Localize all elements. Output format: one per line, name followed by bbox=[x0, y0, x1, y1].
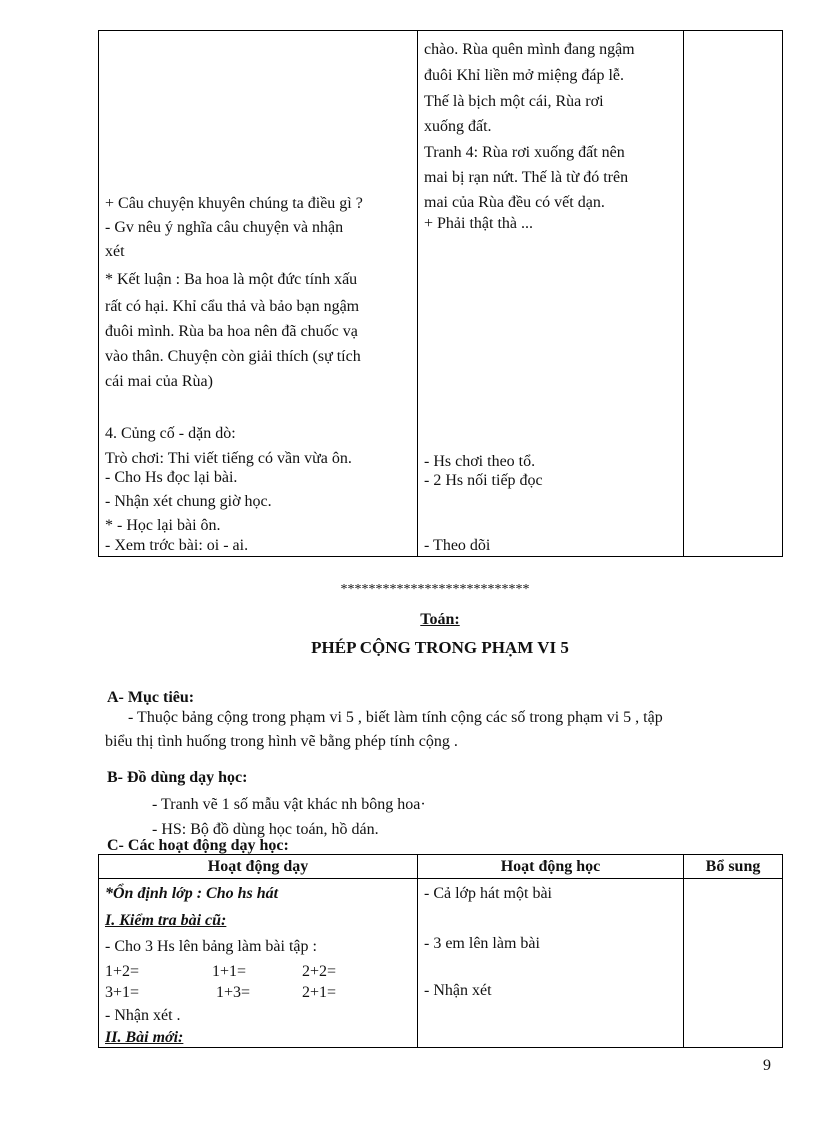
table1-left-line: - Nhận xét chung giờ học. bbox=[105, 493, 272, 510]
table2-left-line: 2+2= bbox=[302, 963, 337, 980]
table2-header-teach: Hoạt động dạy bbox=[207, 858, 309, 875]
table2-header-learn: Hoạt động học bbox=[500, 858, 601, 875]
table2-left-line: - Cho 3 Hs lên bảng làm bài tập : bbox=[105, 938, 317, 955]
table1-middle-line: chào. Rùa quên mình đang ngậm bbox=[424, 41, 635, 58]
section-a-label: A- Mục tiêu: bbox=[107, 689, 195, 706]
table1-middle-line: - Hs chơi theo tổ. bbox=[424, 453, 536, 470]
table1-left-line: * Kết luận : Ba hoa là một đức tính xấu bbox=[105, 271, 358, 288]
table2-header-bottom bbox=[98, 878, 783, 879]
table2-left-line: II. Bài mới: bbox=[105, 1029, 184, 1046]
table2-left-line: 1+1= bbox=[212, 963, 247, 980]
table1-border-right bbox=[782, 30, 783, 557]
table1-left-line: rất có hại. Khỉ cẩu thả và bảo bạn ngậm bbox=[105, 298, 360, 315]
section-b-item: - HS: Bộ đồ dùng học toán, hồ dán. bbox=[152, 821, 379, 838]
table2-divider-1 bbox=[417, 854, 418, 1048]
separator-stars: *************************** bbox=[340, 582, 530, 597]
table1-left-line: cái mai của Rùa) bbox=[105, 373, 213, 390]
table1-middle-line: Tranh 4: Rùa rơi xuống đất nên bbox=[424, 144, 625, 161]
table1-middle-line: - Theo dõi bbox=[424, 537, 491, 554]
table1-middle-line: Thế là bịch một cái, Rùa rơi bbox=[424, 93, 604, 110]
table1-middle-line: mai bị rạn nứt. Thế là từ đó trên bbox=[424, 169, 629, 186]
table1-middle-line: + Phải thật thà ... bbox=[424, 215, 534, 232]
table2-divider-2 bbox=[683, 854, 684, 1048]
table1-left-line: 4. Củng cố - dặn dò: bbox=[105, 425, 236, 442]
table2-left-line: - Nhận xét . bbox=[105, 1007, 181, 1024]
table1-middle-line: - 2 Hs nối tiếp đọc bbox=[424, 472, 543, 489]
table1-left-line: - Gv nêu ý nghĩa câu chuyện và nhận bbox=[105, 219, 344, 236]
table1-border-top bbox=[98, 30, 783, 31]
section-a-line: - Thuộc bảng cộng trong phạm vi 5 , biết làm tính cộng các số trong phạm vi 5 , tập bbox=[128, 709, 663, 726]
table2-left-line: I. Kiểm tra bài cũ: bbox=[105, 912, 227, 929]
table1-middle-line: mai của Rùa đều có vết dạn. bbox=[424, 194, 605, 211]
table2-middle-line: - 3 em lên làm bài bbox=[424, 935, 540, 952]
table1-middle-line: xuống đất. bbox=[424, 118, 492, 135]
table2-header-extra: Bổ sung bbox=[705, 858, 761, 875]
table2-left-line: 2+1= bbox=[302, 984, 337, 1001]
section-b-label: B- Đồ dùng dạy học: bbox=[107, 769, 248, 786]
table1-left-line: Trò chơi: Thi viết tiếng có vần vừa ôn. bbox=[105, 450, 352, 467]
table2-border-top bbox=[98, 854, 783, 855]
section-a-line: biểu thị tình huống trong hình vẽ bằng phép tính cộng . bbox=[105, 733, 458, 750]
table2-middle-line: - Cả lớp hát một bài bbox=[424, 885, 552, 902]
lesson-title: PHÉP CỘNG TRONG PHẠM VI 5 bbox=[311, 638, 569, 657]
table2-border-left bbox=[98, 854, 99, 1048]
table2-left-line: 1+3= bbox=[216, 984, 251, 1001]
table1-left-line: xét bbox=[105, 243, 125, 260]
table1-left-line: * - Học lại bài ôn. bbox=[105, 517, 221, 534]
table1-left-line: + Câu chuyện khuyên chúng ta điều gì ? bbox=[105, 195, 363, 212]
table2-border-right bbox=[782, 854, 783, 1048]
table2-left-line: *Ổn định lớp : Cho hs hát bbox=[105, 885, 279, 902]
table1-left-line: - Xem trớc bài: oi - ai. bbox=[105, 537, 249, 554]
table2-border-bottom bbox=[98, 1047, 783, 1048]
table2-left-line: 1+2= bbox=[105, 963, 140, 980]
page-number: 9 bbox=[763, 1057, 771, 1074]
table1-middle-line: đuôi Khỉ liền mở miệng đáp lễ. bbox=[424, 67, 624, 84]
table2-middle-line: - Nhận xét bbox=[424, 982, 492, 999]
section-b-item: - Tranh vẽ 1 số mẫu vật khác nh bông hoa· bbox=[152, 796, 426, 813]
table1-border-left bbox=[98, 30, 99, 557]
table1-left-line: - Cho Hs đọc lại bài. bbox=[105, 469, 238, 486]
table2-left-line: 3+1= bbox=[105, 984, 140, 1001]
table1-left-line: vào thân. Chuyện còn giải thích (sự tích bbox=[105, 348, 361, 365]
table1-border-bottom bbox=[98, 556, 783, 557]
table1-left-line: đuôi mình. Rùa ba hoa nên đã chuốc vạ bbox=[105, 323, 358, 340]
table1-divider-1 bbox=[417, 30, 418, 557]
subject-heading: Toán: bbox=[420, 611, 460, 628]
table1-divider-2 bbox=[683, 30, 684, 557]
section-c-label: C- Các hoạt động dạy học: bbox=[107, 837, 289, 854]
